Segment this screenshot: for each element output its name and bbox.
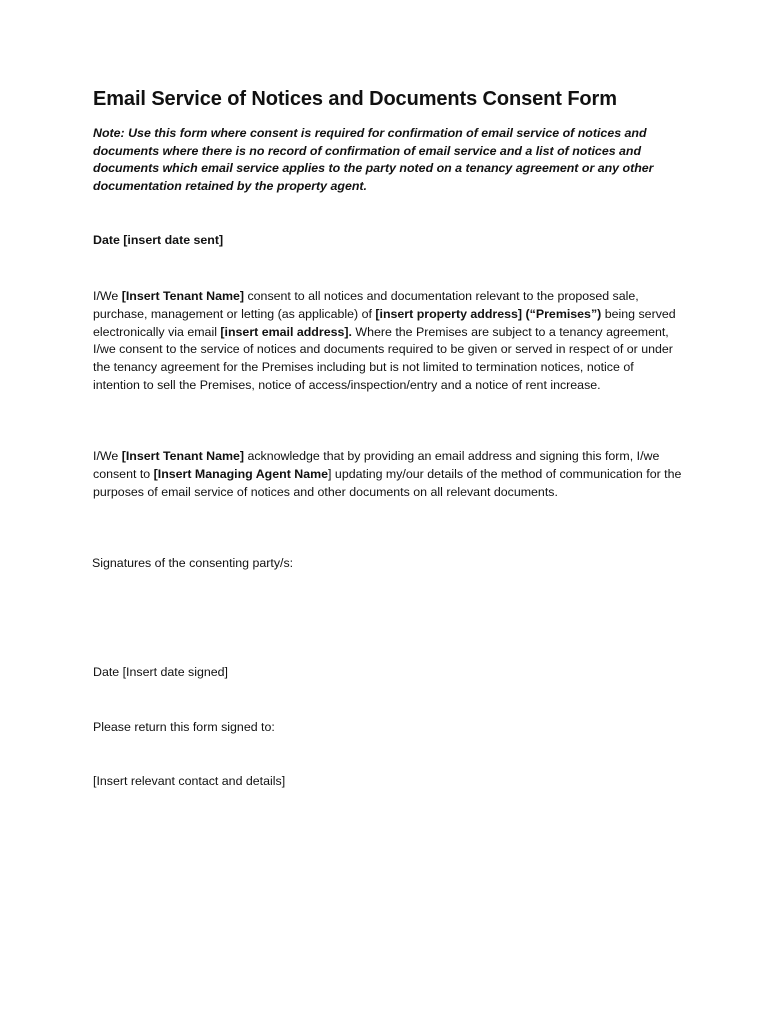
form-note: Note: Use this form where consent is required for confirmation of email service of notices and documents where there is no record of confirmation of email service and a list of notices and documents which email service applies to the party noted on a tenancy agreement or any other documentation retained by the property agent. xyxy=(93,126,654,194)
signatures-label: Signatures of the consenting party/s: xyxy=(92,556,294,570)
return-label: Please return this form signed to: xyxy=(93,720,275,734)
consent-text-2: consent to all notices and documentation relevant to the proposed sale, purchase, management or letting (as applicable) of xyxy=(93,289,639,321)
acknowledge-paragraph xyxy=(93,448,683,501)
ack-text-3: ] updating my/our details of the method of communication for the purposes of email service of notices and other documents on all relevant documents. xyxy=(93,466,682,499)
ack-text-1: I/We xyxy=(93,449,122,463)
tenant-name-placeholder: [Insert Tenant Name] xyxy=(121,289,245,303)
date-signed-line: Date [Insert date signed] xyxy=(93,665,229,679)
consent-text-4: being served electronically via email xyxy=(93,306,676,339)
tenant-name-placeholder-2: [Insert Tenant Name] xyxy=(121,449,245,463)
premises-term: (“Premises”) xyxy=(525,306,602,321)
consent-text-5: Where the Premises are subject to a tenancy agreement, I/we consent to the service of notices and documents required to be given or served in respect of or under the tenancy agreement for the Premises including but is not limited to termination notices, notice of intention to sell the Premises, notice of access/inspection/entry and a notice of rent increase. xyxy=(93,324,673,392)
form-title: Email Service of Notices and Documents Consent Form xyxy=(93,88,617,110)
managing-agent-placeholder: [Insert Managing Agent Name xyxy=(153,466,329,481)
consent-paragraph xyxy=(93,288,683,395)
consent-text-1: I/We xyxy=(93,289,122,303)
email-address-placeholder: [insert email address]. xyxy=(220,324,352,339)
ack-text-2: acknowledge that by providing an email address and signing this form, I/we consent to xyxy=(93,449,660,481)
date-sent-line xyxy=(93,233,223,247)
property-address-placeholder: [insert property address] xyxy=(375,306,523,321)
date-sent-text: Date [insert date sent] xyxy=(93,233,224,247)
contact-details-placeholder: [Insert relevant contact and details] xyxy=(93,774,286,788)
